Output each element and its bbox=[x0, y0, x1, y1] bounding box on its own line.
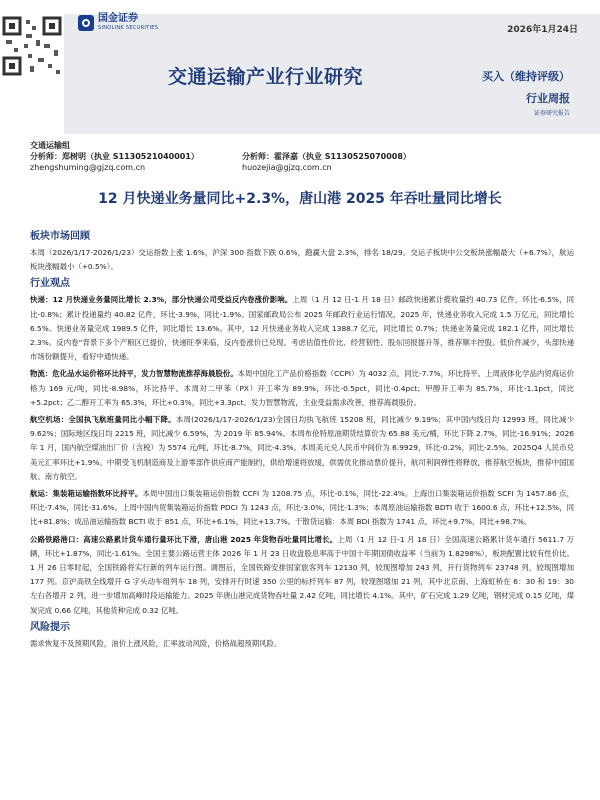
qr-code bbox=[0, 14, 64, 134]
analyst-1: 分析师：郑树明（执业 S1130521040001） bbox=[30, 152, 199, 161]
market-review-paragraph: 本周（2026/1/17-2026/1/23）交运指数上涨 1.6%，沪深 300 指数下跌 0.6%，跑赢大盘 2.3%，排名 18/29。交运子板块中公交板块涨幅最大（+6.7%），航运板块涨幅最小（+0.5%）。 bbox=[30, 248, 574, 272]
report-title: 交通运输产业行业研究 bbox=[168, 66, 364, 88]
report-headline: 12 月快递业务量同比+2.3%，唐山港 2025 年吞吐量同比增长 bbox=[98, 191, 502, 207]
rating-badge: 买入（维持评级） bbox=[482, 70, 570, 83]
brand-name-en: SINOLINK SECURITIES bbox=[98, 25, 159, 31]
report-header bbox=[0, 0, 600, 136]
express-paragraph bbox=[30, 293, 574, 364]
logistics-paragraph bbox=[30, 367, 574, 410]
risk-paragraph: 需求恢复不及预期风险，油价上涨风险，汇率波动风险，价格战超预期风险。 bbox=[30, 638, 282, 648]
analyst-1-email[interactable]: zhengshuming@gjzq.com.cn bbox=[30, 163, 146, 172]
shipping-lead: 航运：集装箱运输指数环比持平。 bbox=[30, 489, 143, 499]
logistics-text: 本周中国化工产品价格指数（CCPI）为 4032 点，同比-7.7%，环比持平。上周液体化学品内贸海运价格为 169 元/吨，同比-8.98%，环比持平。本周对二甲苯（PX）开工率为 89.9%，环比-0.5pct，同比-0.4pct；甲醇开工率为 85.7%，环比-1.1pct，同比+5.2pct；乙二醇开工率为 65.3%，环比+0.3%，同比+3.3pct。发力智慧物流，主业受益需求改善，推荐海晨股份。 bbox=[30, 369, 574, 407]
section-title-view: 行业观点 bbox=[30, 278, 70, 290]
logistics-lead: 物流：危化品水运价格环比持平，发力智慧物流推荐海晨股份。 bbox=[30, 369, 238, 379]
report-date: 2026年1月24日 bbox=[507, 25, 578, 35]
shipping-text: 本周中国出口集装箱运价指数 CCFI 为 1208.75 点，环比-0.1%，同比-22.4%。上海出口集装箱运价指数 SCFI 为 1457.86 点，环比-7.4%，同比-31.6%。上周中国内贸集装箱运价指数 PDCI 为 1243 点，环比-3.0%，同比-1.3%；本周原油运输指数 BDTI 收于 1600.6 点，环比+12.5%，同比+81.8%；成品油运输指数 BCTI 收于 851 点，环比+6.1%，同比+13.7%。干散货运输：本周 BDI 指数为 1741 点，环比+9.7%，同比+98.7%。 bbox=[30, 489, 574, 527]
aviation-lead: 航空机场：全国执飞航班量同比小幅下降。 bbox=[30, 415, 176, 425]
analyst-info bbox=[30, 140, 590, 173]
section-title-risk: 风险提示 bbox=[30, 621, 70, 633]
brand-logo-icon bbox=[78, 15, 94, 31]
report-kind: 行业周报 bbox=[526, 92, 570, 105]
shipping-paragraph bbox=[30, 487, 574, 530]
analyst-2-email[interactable]: huozejia@gjzq.com.cn bbox=[242, 163, 332, 172]
railway-paragraph bbox=[30, 533, 574, 618]
analyst-2: 分析师：霍泽嘉（执业 S1130525070008） bbox=[242, 152, 411, 161]
brand-logo bbox=[78, 14, 158, 31]
qr-code-icon bbox=[0, 14, 64, 78]
group-name: 交通运输组 bbox=[30, 141, 70, 150]
railway-lead: 公路铁路港口：高速公路累计货车通行量环比下滑，唐山港 2025 年货物吞吐量同比增长。 bbox=[30, 534, 338, 544]
express-lead: 快递：12 月快递业务量同比增长 2.3%，部分快递公司受益反内卷涨价影响。 bbox=[30, 295, 293, 305]
report-type: 证券研究报告 bbox=[533, 110, 570, 117]
express-text: 上周（1 月 12 日-1 月 18 日）邮政快递累计揽收量约 40.73 亿件，环比-6.5%，同比-0.8%；累计投递量约 40.82 亿件，环比-3.9%，同比-1.9%。国家邮政局公布 2025 年邮政行业运行情况，2025 年，快递业务收入完成 1.5 万亿元，同比增长 6.5%。快递业务量完成 1989.5 亿件，同比增长 13.6%。其中，12 月快递业务收入完成 1388.7 亿元，同比增长 0.7%；快递业务量完成 182.1 亿件，同比增长 2.3%。反内卷“背景下多个产粮区已提价，快递旺季来临，反内卷涨价已兑现。考虑估值性价比、经营韧性、股东回报提升等，推荐顺丰控股。低价件减少，头部快递市场份额提升，看好中通快递。 bbox=[30, 295, 575, 362]
report-body bbox=[30, 230, 574, 654]
brand-name-cn: 国金证券 bbox=[98, 13, 138, 24]
railway-text: 上周（1 月 12 日-1 月 18 日）全国高速公路累计货车通行 5611.7 万辆，环比+1.87%，同比-1.61%。全国主要公路运营主体 2026 年 1 月 23 日收盘股息率高于中国十年期国债收益率（当前为 1.8298%），板块配置比较有性价比。1 月 26 日零时起，全国铁路将实行新的列车运行图。调图后，全国铁路安排国家旅客列车 12130 列，较现图增加 243 列，开行货物列车 23748 列，较现图增加 177 列。京沪高铁全线增开 G 字头动车组列车 18 列，安排开行时速 350 公里的标杆列车 87 列，较现图增加 21 列，其中北京南、上海虹桥在 6：30 和 19：30 左右各增开 2 列，进一步增加高峰时段运输能力。2025 年唐山港完成货物吞吐量 2.42 亿吨，同比增长 4.1%。其中，矿石完成 1.29 亿吨，钢材完成 0.15 亿吨，煤炭完成 0.66 亿吨，其他货种完成 0.32 亿吨。 bbox=[30, 534, 574, 615]
aviation-text: 本周(2026/1/17-2026/1/23)全国日均执飞航班 15208 班，同比减少 9.19%；其中国内线日均 12993 班，同比减少 9.62%；国际地区线日均 2215 班，同比减少 6.59%，为 2019 年 85.94%。本周布伦特原油期货结算价为 65.88 美元/桶，环比下降 2.7%，同比-16.91%；2026 年 1 月，国内航空煤油出厂价（含税）为 5574 元/吨，环比-8.7%，同比-4.3%。本周美元兑人民币中间价为 6.9929，环比-0.2%，同比-2.5%。2025Q4 人民币兑美元汇率环比+1.9%。中期受飞机制造商及上游零部件供应商产能制约，供给增速将放缓，供需优化推动票价提升，航司利润弹性将释放，推荐航空板块，推荐中国国航、南方航空。 bbox=[30, 415, 574, 481]
section-title-market: 板块市场回顾 bbox=[30, 231, 90, 242]
aviation-paragraph bbox=[30, 413, 574, 484]
